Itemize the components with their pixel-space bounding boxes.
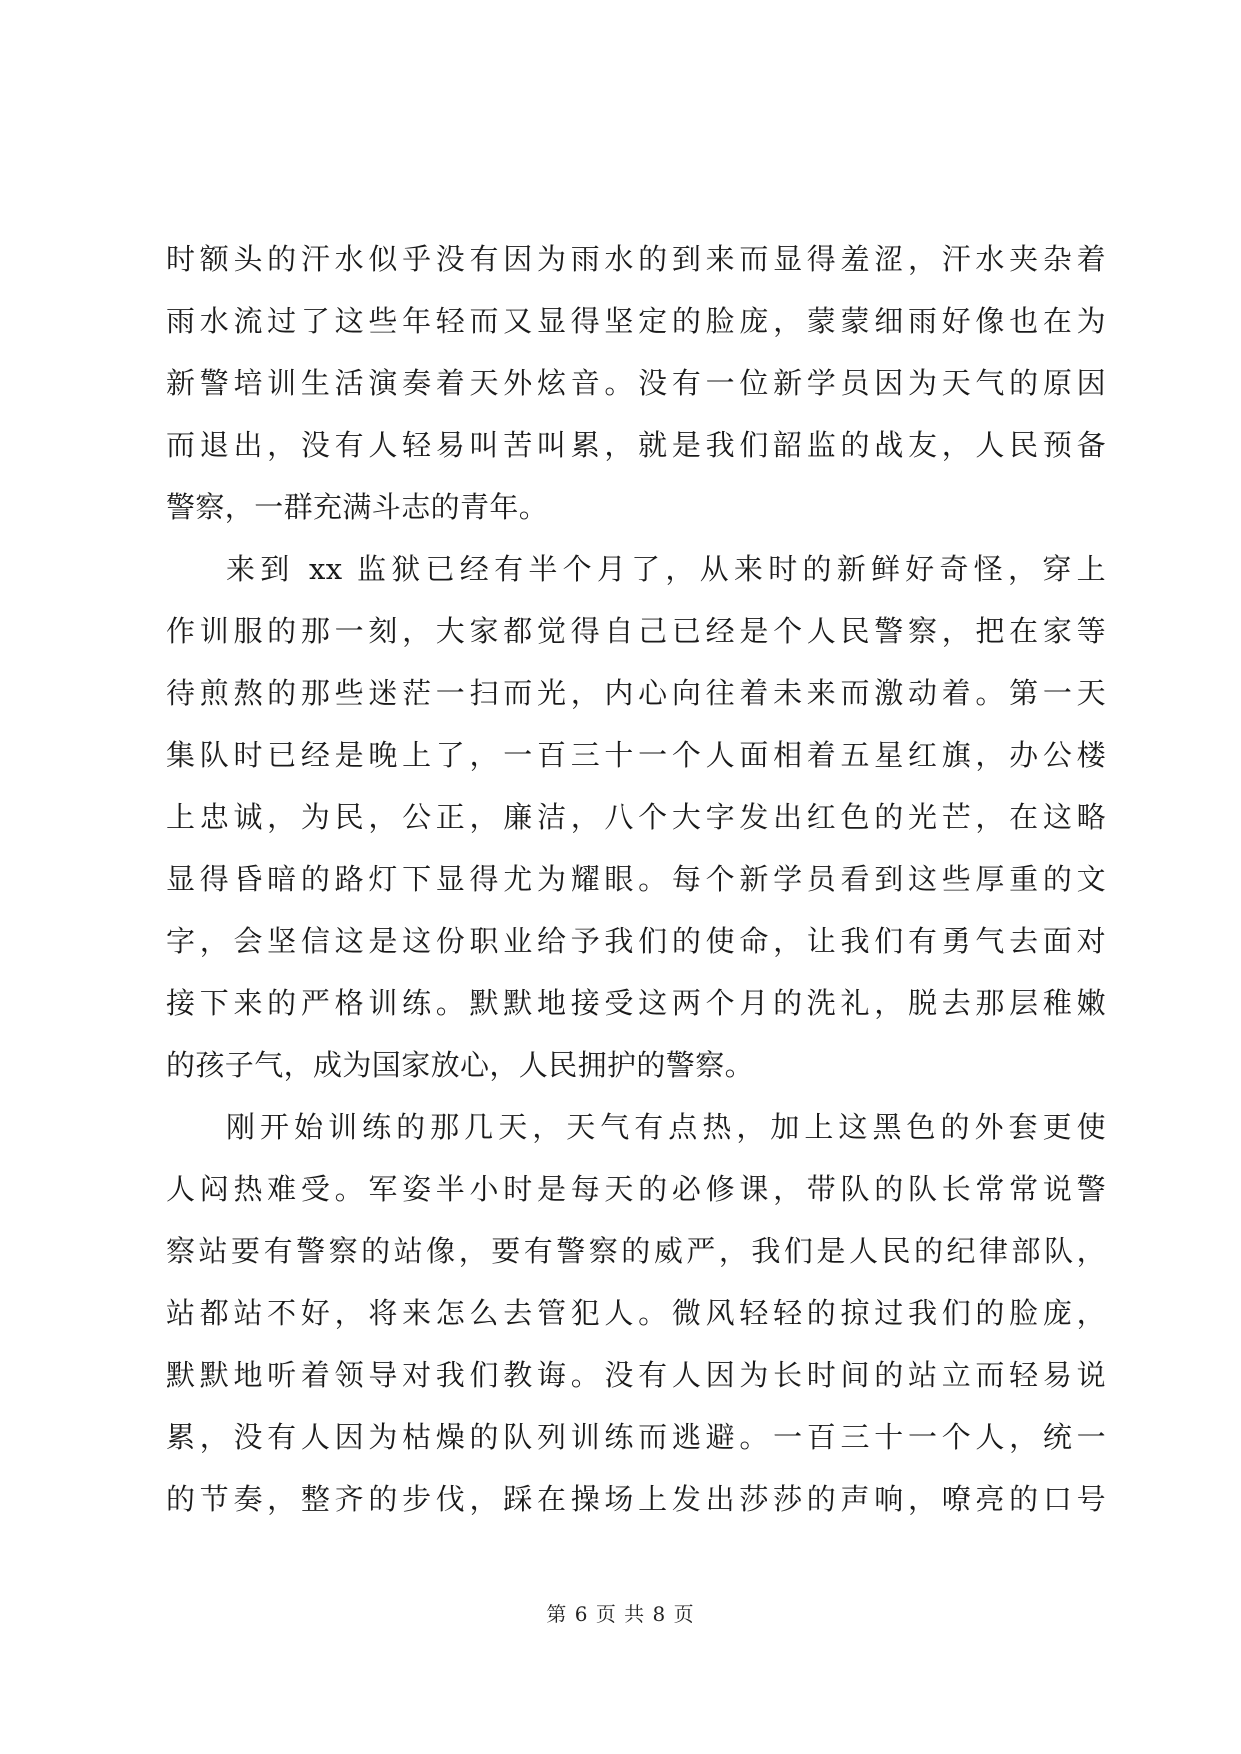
text-line: 刚开始训练的那几天，天气有点热，加上这黑色的外套更使 xyxy=(226,1110,1106,1144)
text-line: 察站要有警察的站像，要有警察的威严，我们是人民的纪律部队， xyxy=(166,1234,1106,1268)
document-body xyxy=(166,228,1106,1530)
text-line: 站都站不好，将来怎么去管犯人。微风轻轻的掠过我们的脸庞， xyxy=(166,1296,1106,1330)
text-line: 集队时已经是晚上了，一百三十一个人面相着五星红旗，办公楼 xyxy=(166,738,1106,772)
text-line: 雨水流过了这些年轻而又显得坚定的脸庞，蒙蒙细雨好像也在为 xyxy=(166,304,1106,338)
text-line: 人闷热难受。军姿半小时是每天的必修课，带队的队长常常说警 xyxy=(166,1172,1106,1206)
text-line: 的节奏，整齐的步伐，踩在操场上发出莎莎的声响，嘹亮的口号 xyxy=(166,1482,1106,1516)
text-line: 显得昏暗的路灯下显得尤为耀眼。每个新学员看到这些厚重的文 xyxy=(166,862,1106,896)
text-line: 上忠诚，为民，公正，廉洁，八个大字发出红色的光芒，在这略 xyxy=(166,800,1106,834)
paragraph xyxy=(166,228,1106,538)
text-line: 接下来的严格训练。默默地接受这两个月的洗礼，脱去那层稚嫩 xyxy=(166,986,1106,1020)
text-line: 新警培训生活演奏着天外炫音。没有一位新学员因为天气的原因 xyxy=(166,366,1106,400)
text-line: 时额头的汗水似乎没有因为雨水的到来而显得羞涩，汗水夹杂着 xyxy=(166,242,1106,276)
text-line: 而退出，没有人轻易叫苦叫累，就是我们韶监的战友，人民预备 xyxy=(166,428,1106,462)
paragraph xyxy=(166,1096,1106,1530)
text-line: 累，没有人因为枯燥的队列训练而逃避。一百三十一个人，统一 xyxy=(166,1420,1106,1454)
paragraph xyxy=(166,538,1106,1096)
text-line: 作训服的那一刻，大家都觉得自己已经是个人民警察，把在家等 xyxy=(166,614,1106,648)
text-line: 警察，一群充满斗志的青年。 xyxy=(166,490,549,524)
page-footer: 第 6 页 共 8 页 xyxy=(546,1602,695,1626)
text-line: 来到 xx 监狱已经有半个月了，从来时的新鲜好奇怪，穿上 xyxy=(226,552,1106,586)
text-line: 默默地听着领导对我们教诲。没有人因为长时间的站立而轻易说 xyxy=(166,1358,1106,1392)
text-line: 的孩子气，成为国家放心，人民拥护的警察。 xyxy=(166,1048,755,1082)
text-line: 字，会坚信这是这份职业给予我们的使命，让我们有勇气去面对 xyxy=(166,924,1106,958)
text-line: 待煎熬的那些迷茫一扫而光，内心向往着未来而激动着。第一天 xyxy=(166,676,1106,710)
